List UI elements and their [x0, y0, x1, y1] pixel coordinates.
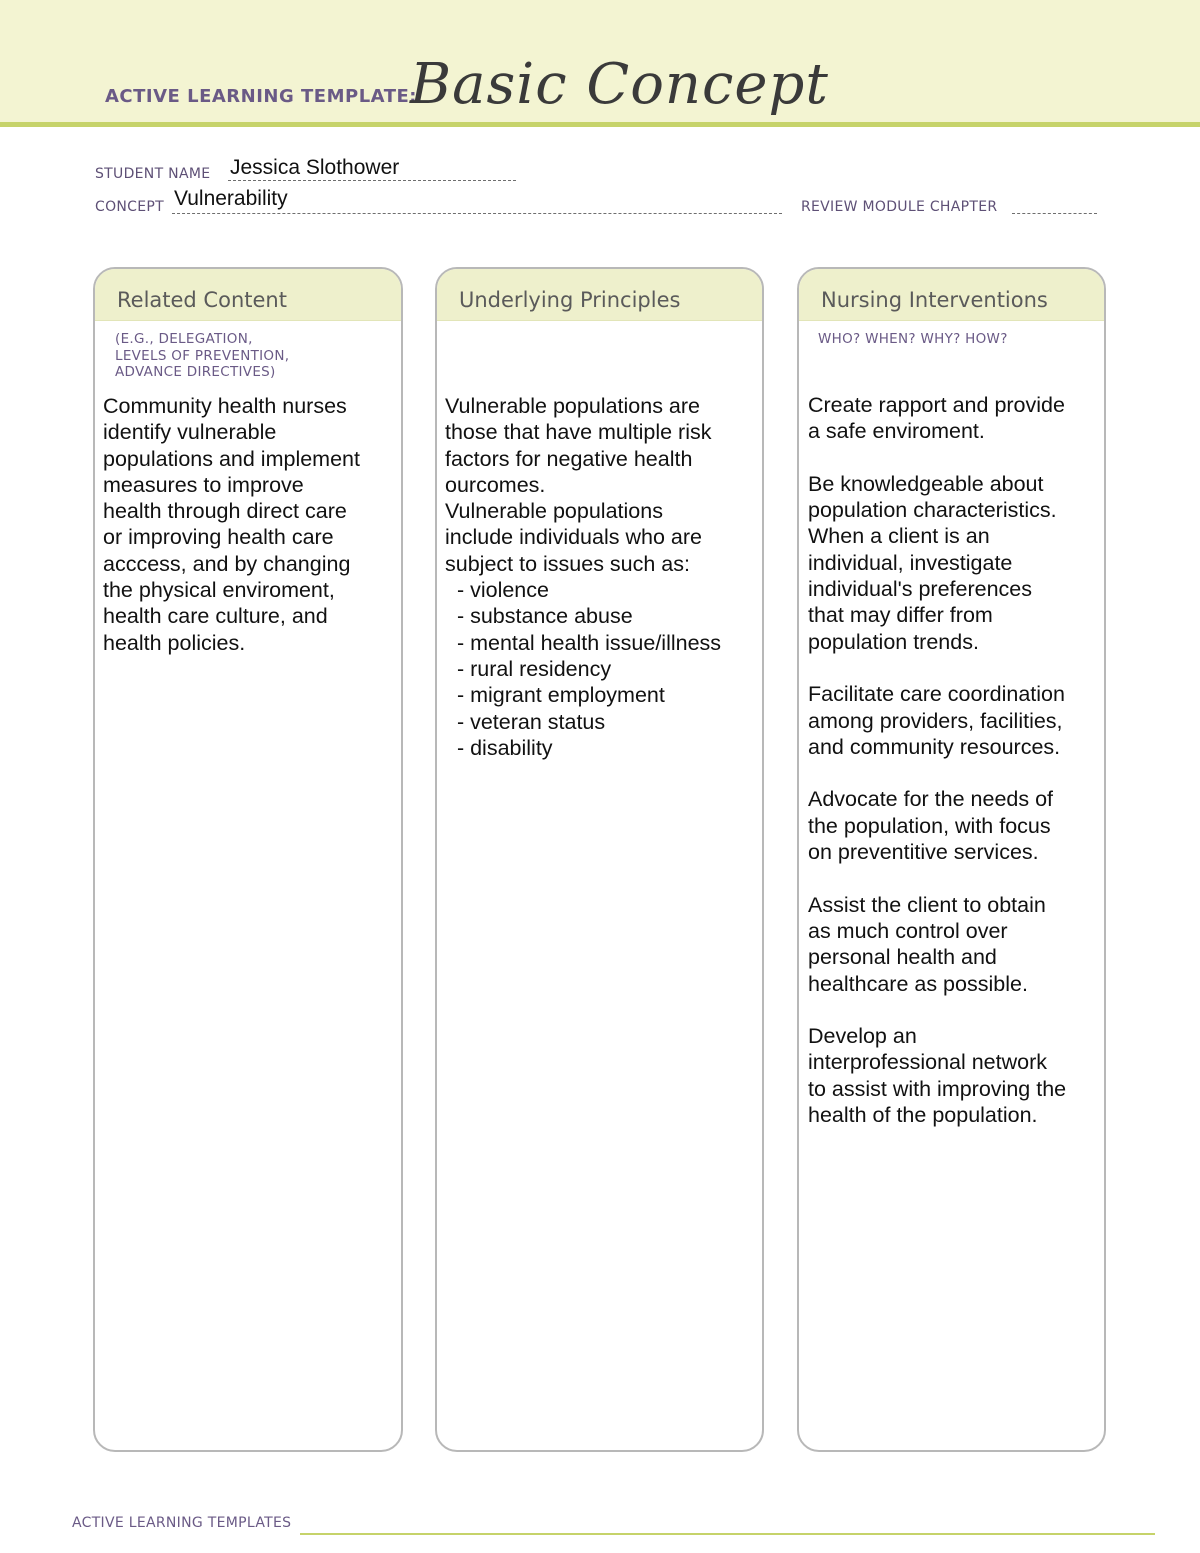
concept-field[interactable]: Vulnerability: [174, 187, 288, 210]
student-name-label: STUDENT NAME: [95, 166, 211, 182]
nursing-interventions-heading: Nursing Interventions: [799, 269, 1104, 321]
template-label: ACTIVE LEARNING TEMPLATE:: [105, 86, 417, 107]
student-name-line: [228, 180, 516, 181]
related-content-subheading: (E.G., DELEGATION, LEVELS OF PREVENTION, ADVANCE DIRECTIVES): [115, 331, 290, 380]
related-content-heading: Related Content: [95, 269, 401, 321]
concept-label: CONCEPT: [95, 199, 164, 215]
review-module-line: [1012, 213, 1097, 214]
nursing-interventions-box: [797, 267, 1106, 1452]
header-rule: [0, 122, 1200, 127]
page-title: Basic Concept: [410, 52, 829, 117]
student-name-field[interactable]: Jessica Slothower: [230, 156, 400, 179]
underlying-principles-box: [435, 267, 764, 1452]
review-module-label: REVIEW MODULE CHAPTER: [801, 199, 998, 215]
underlying-principles-text[interactable]: Vulnerable populations are those that have multiple risk factors for negative health ourcomes. Vulnerable populations include individuals who are subject to issues such as: - violence - substance abuse - mental health issue/illness - rural residency - migrant employment - veteran status - disability: [445, 394, 722, 760]
footer-label: ACTIVE LEARNING TEMPLATES: [72, 1515, 292, 1531]
underlying-principles-heading: Underlying Principles: [437, 269, 762, 321]
footer-rule: [300, 1533, 1155, 1535]
concept-line: [172, 213, 782, 214]
related-content-text[interactable]: Community health nurses identify vulnerable populations and implement measures to improve health through direct care or improving health care acccess, and by changing the physical enviroment, health care culture, and health policies.: [103, 394, 360, 655]
nursing-interventions-text[interactable]: Create rapport and provide a safe enviroment. Be knowledgeable about population characteristics. When a client is an individual, investigate individual's preferences that may differ from population trends. Facilitate care coordination among providers, facilities, and community resources. Advocate for the needs of the population, with focus on preventitive services. Assist the client to obtain as much control over personal health and healthcare as possible. Develop an interprofessional network to assist with improving the health of the population.: [808, 393, 1067, 1128]
nursing-interventions-subheading: WHO? WHEN? WHY? HOW?: [818, 331, 1008, 347]
related-content-box: [93, 267, 403, 1452]
